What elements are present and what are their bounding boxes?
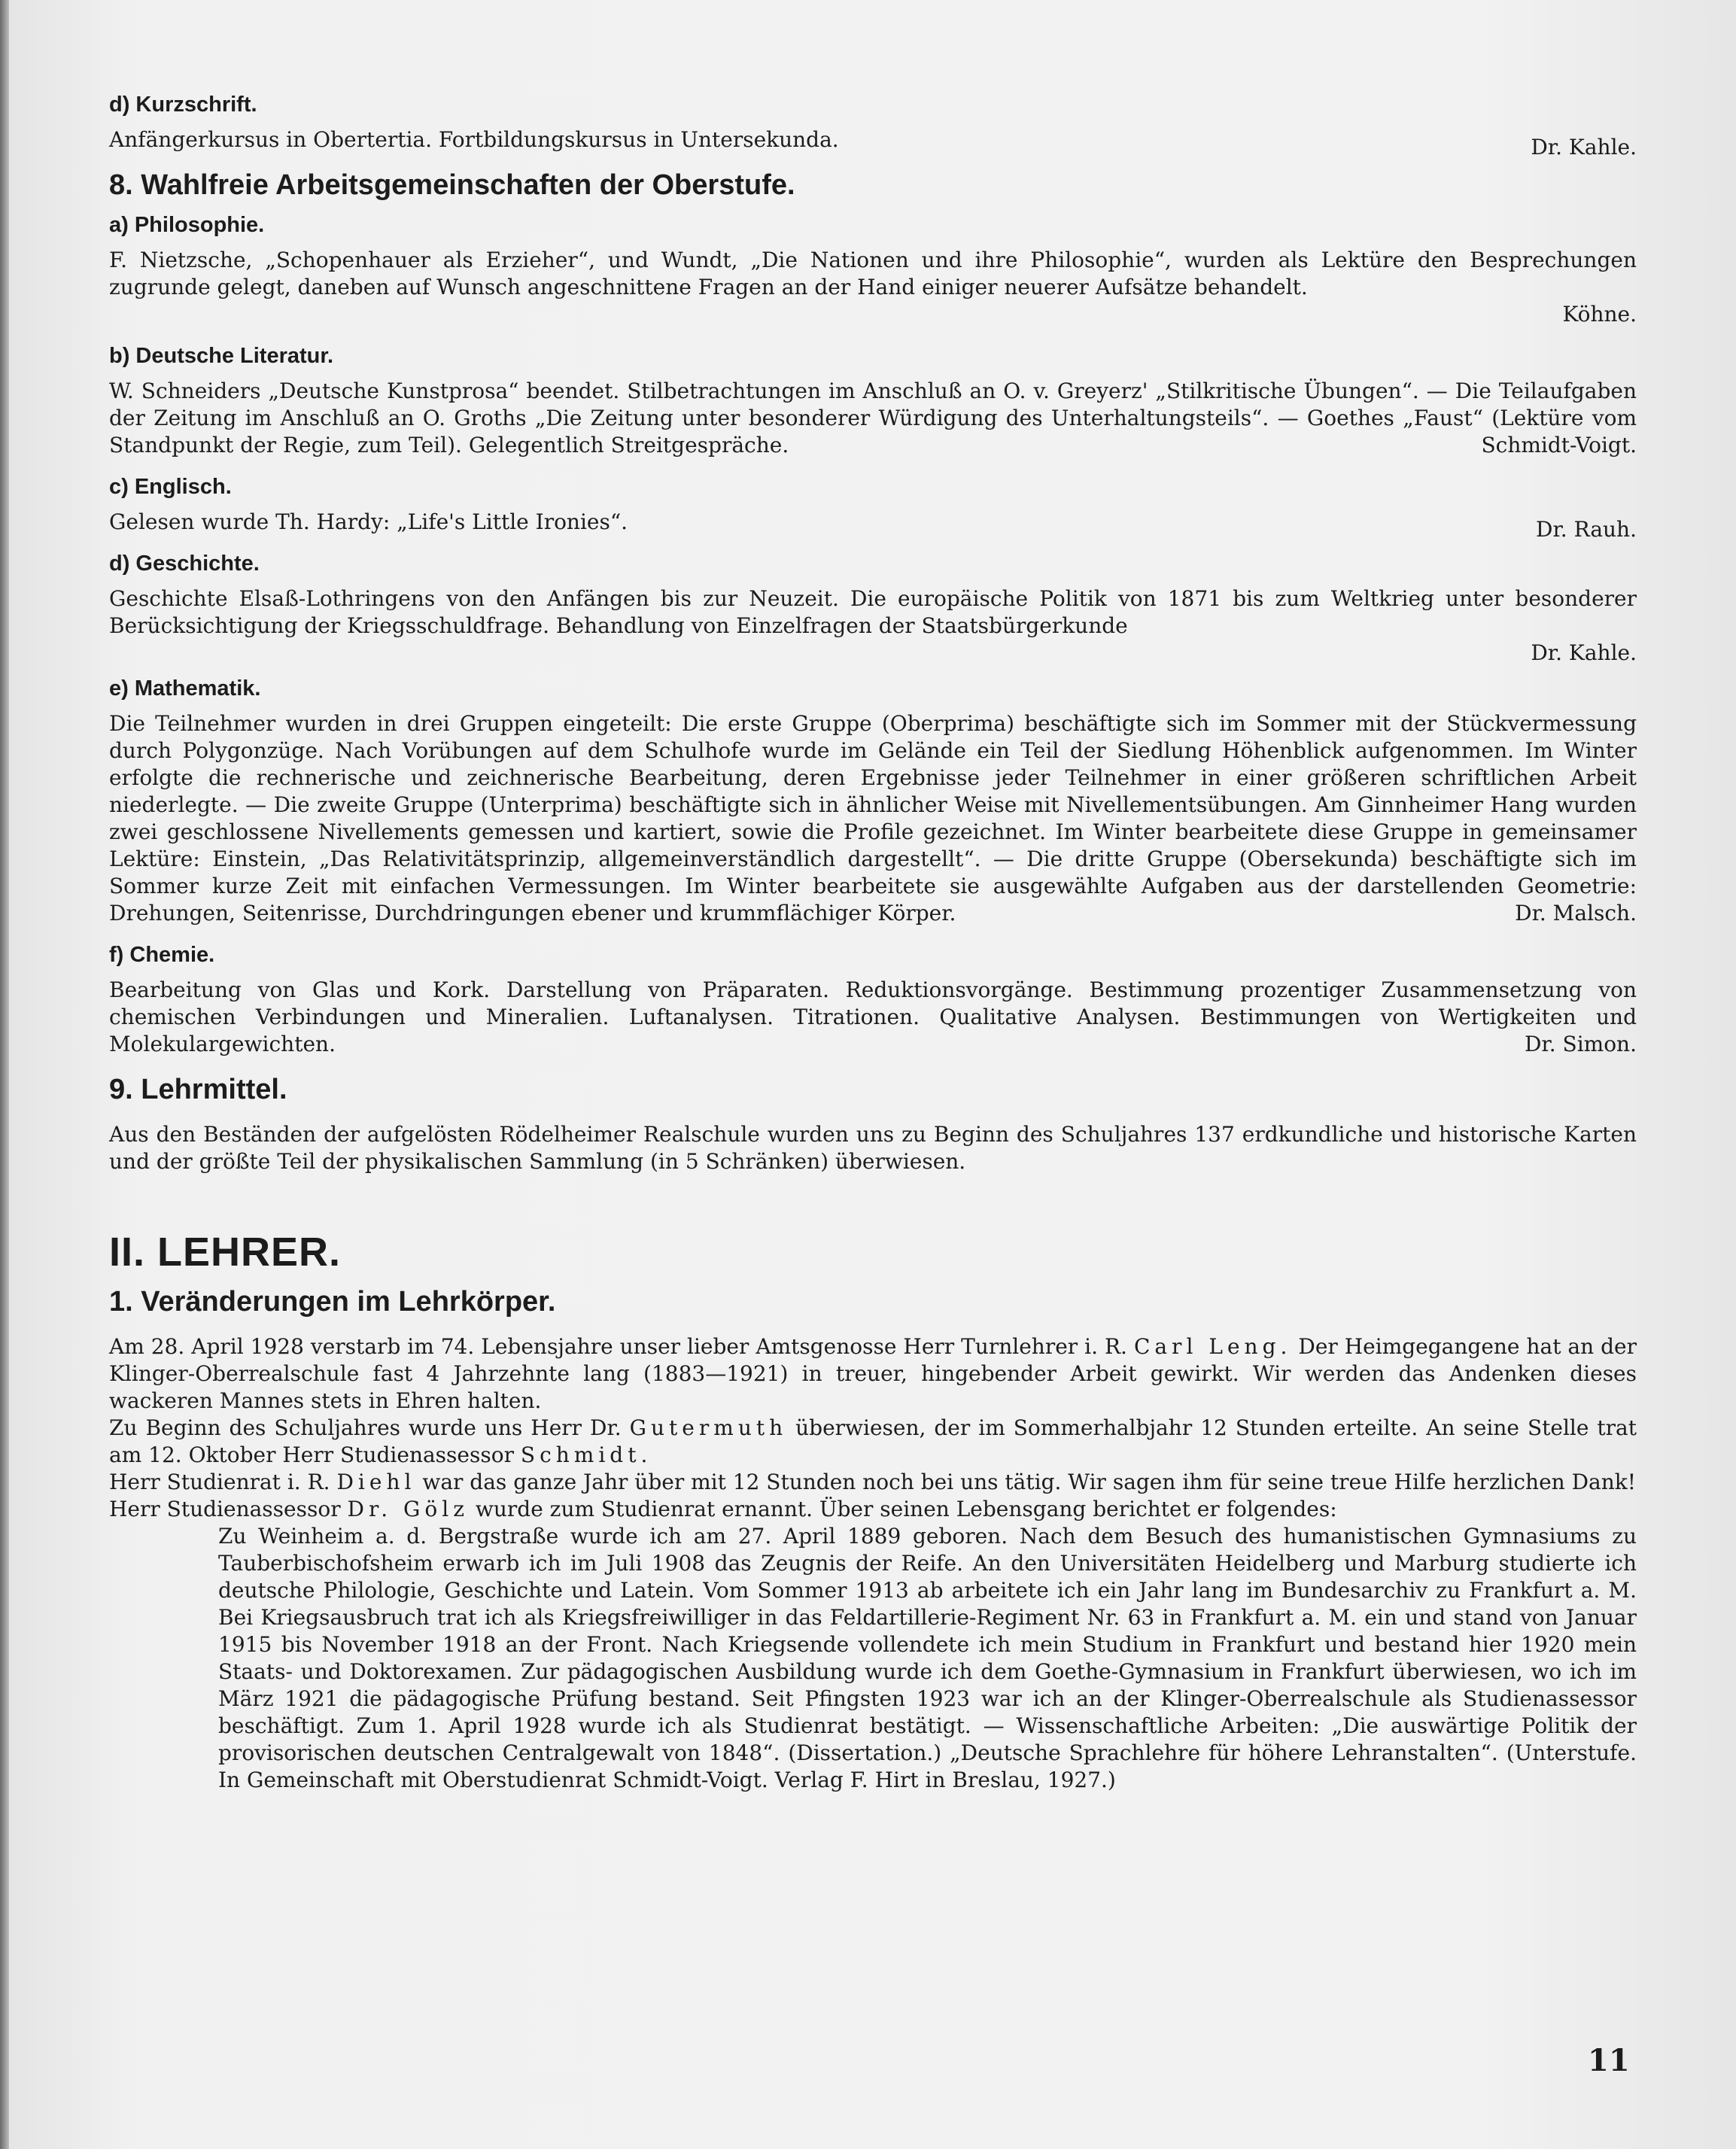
englisch-teacher: Dr. Rauh. [1536,517,1637,542]
englisch-block [109,473,1637,542]
mathematik-heading: e) Mathematik. [109,676,261,701]
geschichte-text: Geschichte Elsaß-Lothringens von den Anfängen bis zur Neuzeit. Die europäische Politik von 1871 bis zum Weltkrieg unter besonderer Berücksichtigung der Kriegsschuldfrage. Behandlung von Einzelfragen der Staatsbürgerkunde [109,586,1637,638]
section-9-heading: 9. Lehrmittel. [109,1074,287,1105]
lehrkoerper-heading: 1. Veränderungen im Lehrkörper. [109,1286,556,1318]
lehrmittel-block [109,1071,1637,1175]
person-name: Carl Leng. [1133,1334,1292,1359]
lehrer-paragraph-1: Am 28. April 1928 verstarb im 74. Lebensjahre unser lieber Amtsgenosse Herr Turnlehrer i. R. Carl Leng. Der Heimgegangene hat an der Klinger-Oberrealschule fast 4 Jahrzehnte lang (1883—1921) in treuer, hingebender Arbeit gewirkt. Wir werden das Andenken dieses wackeren Mannes stets in Ehren halten. [109,1334,1637,1413]
literatur-block [109,342,1637,459]
kurzschrift-teacher: Dr. Kahle. [1531,135,1637,160]
lehrer-paragraph-4: Herr Studienassessor Dr. Gölz wurde zum Studienrat ernannt. Über seinen Lebensgang berichtet er folgendes: [109,1497,1337,1521]
page-number: 11 [1588,2043,1630,2078]
chemie-heading: f) Chemie. [109,943,215,967]
literatur-teacher: Schmidt-Voigt. [1481,433,1637,457]
section-8-heading: 8. Wahlfreie Arbeitsgemeinschaften der Oberstufe. [109,169,795,201]
kurzschrift-heading: d) Kurzschrift. [109,93,257,117]
lehrmittel-text: Aus den Beständen der aufgelösten Rödelheimer Realschule wurden uns zu Beginn des Schuljahres 137 erdkundliche und historische Karten und der größte Teil der physikalischen Sammlung (in 5 Schränken) überwiesen. [109,1122,1637,1174]
literatur-heading: b) Deutsche Literatur. [109,344,334,368]
philosophie-text: F. Nietzsche, „Schopenhauer als Erzieher“, und Wundt, „Die Nationen und ihre Philosophie“, wurden als Lektüre den Besprechungen zugrunde gelegt, daneben auf Wunsch angeschnittene Fragen an der Hand einiger neuerer Aufsätze behandelt. [109,248,1637,299]
person-name: Diehl [336,1470,416,1494]
kurzschrift-block [109,90,1637,160]
lehrer-paragraph-2: Zu Beginn des Schuljahres wurde uns Herr Dr. Gutermuth überwiesen, der im Sommerhalbjahr 12 Stunden erteilte. An seine Stelle trat am 12. Oktober Herr Studienassessor Schmidt. [109,1415,1637,1467]
philosophie-teacher: Köhne. [1562,302,1637,327]
philosophie-block [109,211,1637,328]
mathematik-teacher: Dr. Malsch. [1515,901,1637,926]
chemie-block [109,941,1637,1058]
person-name: Gutermuth [629,1415,788,1440]
page-edge-shadow [0,0,9,2149]
geschichte-teacher: Dr. Kahle. [1531,640,1637,665]
mathematik-text: Die Teilnehmer wurden in drei Gruppen eingeteilt: Die erste Gruppe (Oberprima) beschäftigte sich im Sommer mit der Stückvermessung durch Polygonzüge. Nach Vorübungen auf dem Schulhofe wurde im Gelände ein Teil der Siedlung Höhenblick aufgenommen. Im Winter erfolgte die rechnerische und zeichnerische Bearbeitung, deren Ergebnisse jeder Teilnehmer in einer größeren schriftlichen Arbeit niederlegte. — Die zweite Gruppe (Unterprima) beschäftigte sich in ähnlicher Weise mit Nivellementsübungen. Am Ginnheimer Hang wurden zwei geschlossene Nivellements gemessen und kartiert, sowie die Profile gezeichnet. Im Winter bearbeitete diese Gruppe in gemeinsamer Lektüre: Einstein, „Das Relativitätsprinzip, allgemeinverständlich dargestellt“. — Die dritte Gruppe (Obersekunda) beschäftigte sich im Sommer kurze Zeit mit einfachen Vermessungen. Im Winter bearbeitete sie ausgewählte Aufgaben aus der darstellenden Geometrie: Drehungen, Seitenrisse, Durchdringungen ebener und krummflächiger Körper. Dr. Malsch. [109,711,1637,926]
mathematik-block [109,674,1637,927]
lehrer-heading: II. LEHRER. [109,1230,342,1275]
philosophie-heading: a) Philosophie. [109,213,265,237]
chemie-text: Bearbeitung von Glas und Kork. Darstellung von Präparaten. Reduktionsvorgänge. Bestimmung prozentiger Zusammensetzung von chemischen Verbindungen und Mineralien. Luftanalysen. Titrationen. Qualitative Analysen. Bestimmungen von Wertigkeiten und Molekulargewichten. Dr. Simon. [109,977,1637,1056]
literatur-text: W. Schneiders „Deutsche Kunstprosa“ beendet. Stilbetrachtungen im Anschluß an O. v. Greyerz' „Stilkritische Übungen“. — Die Teilaufgaben der Zeitung im Anschluß an O. Groths „Die Zeitung unter besonderer Würdigung des Unterhaltungsteils“. — Goethes „Faust“ (Lektüre vom Standpunkt der Regie, zum Teil). Gelegentlich Streitgespräche. Schmidt-Voigt. [109,378,1637,457]
geschichte-block [109,549,1637,667]
kurzschrift-text: Dr. Kahle. Anfängerkursus in Obertertia. Fortbildungskursus in Untersekunda. [109,127,1637,160]
page-content [109,90,1637,1794]
person-name: Schmidt. [520,1442,652,1467]
person-name: Dr. Gölz [347,1497,469,1521]
geschichte-heading: d) Geschichte. [109,552,260,576]
englisch-heading: c) Englisch. [109,475,232,499]
chemie-teacher: Dr. Simon. [1524,1032,1637,1056]
lebenslauf-paragraph: Zu Weinheim a. d. Bergstraße wurde ich am 27. April 1889 geboren. Nach dem Besuch des humanistischen Gymnasiums zu Tauberbischofsheim erwarb ich im Juli 1908 das Zeugnis der Reife. An den Universitäten Heidelberg und Marburg studierte ich deutsche Philologie, Geschichte und Latein. Vom Sommer 1913 ab arbeitete ich ein Jahr lang im Bundesarchiv zu Frankfurt a. M. Bei Kriegsausbruch trat ich als Kriegsfreiwilliger in das Feldartillerie-Regiment Nr. 63 in Frankfurt a. M. ein und stand von Januar 1915 bis November 1918 an der Front. Nach Kriegsende vollendete ich mein Studium in Frankfurt und bestand hier 1920 mein Staats- und Doktorexamen. Zur pädagogischen Ausbildung wurde ich dem Goethe-Gymnasium in Frankfurt überwiesen, wo ich im März 1921 die pädagogische Prüfung bestand. Seit Pfingsten 1923 war ich an der Klinger-Oberrealschule als Studienassessor beschäftigt. Zum 1. April 1928 wurde ich als Studienrat bestätigt. — Wissenschaftliche Arbeiten: „Die auswärtige Politik der provisorischen deutschen Centralgewalt von 1848“. (Dissertation.) „Deutsche Sprachlehre für höhere Lehranstalten“. (Unterstufe. In Gemeinschaft mit Oberstudienrat Schmidt-Voigt. Verlag F. Hirt in Breslau, 1927.) [218,1524,1637,1792]
englisch-text: Dr. Rauh. Gelesen wurde Th. Hardy: „Life's Little Ironies“. [109,509,1637,542]
lehrer-paragraph-3: Herr Studienrat i. R. Diehl war das ganze Jahr über mit 12 Stunden noch bei uns tätig. Wir sagen ihm für seine treue Hilfe herzlichen Dank! [109,1470,1636,1494]
